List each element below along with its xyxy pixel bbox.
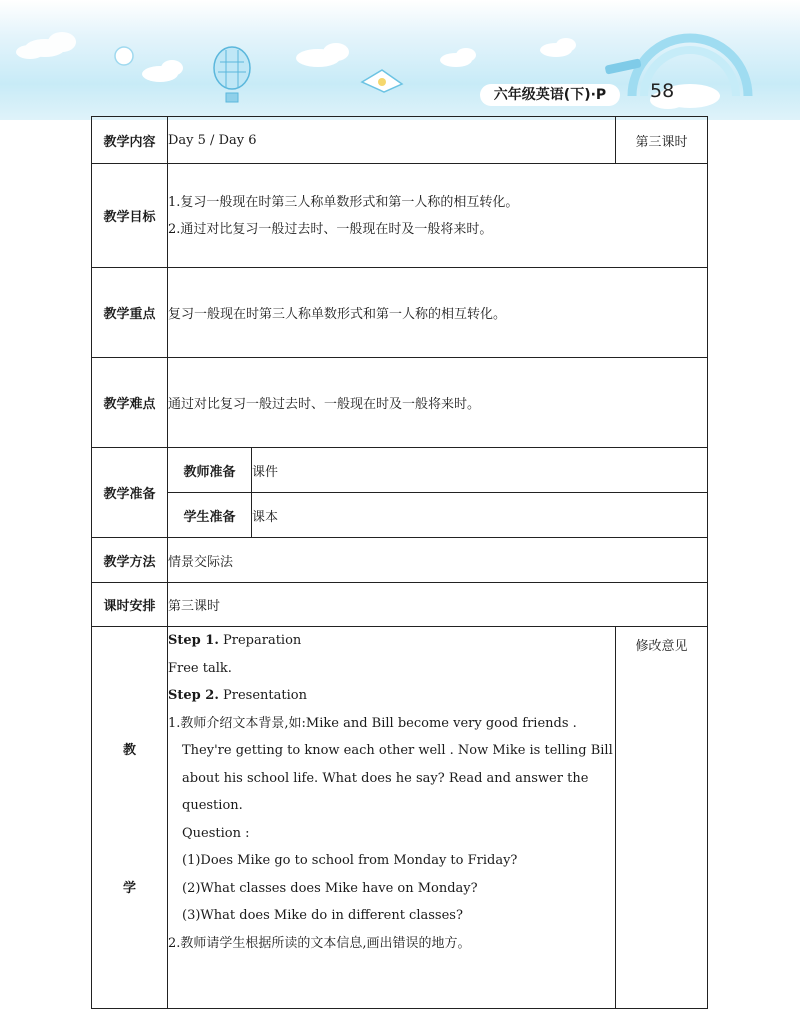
step-heading [168, 682, 615, 710]
kite-bird-icon [362, 70, 402, 92]
table-row [92, 493, 708, 538]
process-label-cell [92, 627, 168, 1009]
goal-item: 1.复习一般现在时第三人称单数形式和第一人称的相互转化。 [168, 194, 519, 210]
step-title: Step 2. [168, 688, 219, 703]
question-item: (3)What does Mike do in different classes? [182, 908, 463, 923]
process-line: 1.教师介绍文本背景,如:Mike and Bill become very good friends . [168, 715, 577, 731]
sky-illustration [0, 0, 800, 120]
remarks-label: 修改意见 [616, 627, 708, 1009]
process-line: They're getting to know each other well . Now Mike is telling Bill [182, 743, 613, 758]
table-row [92, 117, 708, 164]
lesson-number: 第三课时 [616, 117, 708, 164]
page-number: 58 [650, 80, 675, 102]
student-prep-label: 学生准备 [168, 493, 252, 538]
content-value: Day 5 / Day 6 [168, 117, 616, 164]
table-row [92, 583, 708, 627]
method-label: 教学方法 [92, 538, 168, 583]
step-name: Presentation [223, 688, 307, 703]
schedule-value: 第三课时 [168, 583, 708, 627]
question-item: (2)What classes does Mike have on Monday? [182, 880, 478, 896]
cloud-icon [440, 48, 476, 67]
table-row [92, 358, 708, 448]
cloud-icon [296, 43, 349, 67]
process-line: 2.教师请学生根据所读的文本信息,画出错误的地方。 [168, 935, 471, 951]
sun-icon [115, 47, 133, 65]
table-row [92, 268, 708, 358]
table-row [92, 448, 708, 493]
cloud-icon [142, 60, 183, 82]
goals-label: 教学目标 [92, 164, 168, 268]
header-banner [0, 0, 800, 120]
step-title: Step 1. [168, 633, 219, 648]
difficulty-value: 通过对比复习一般过去时、一般现在时及一般将来时。 [168, 358, 708, 448]
question-item: (1)Does Mike go to school from Monday to Friday? [182, 853, 518, 868]
book-label: 六年级英语(下)·P [480, 84, 620, 106]
difficulty-label: 教学难点 [92, 358, 168, 448]
goal-item: 2.通过对比复习一般过去时、一般现在时及一般将来时。 [168, 221, 493, 237]
student-prep-value: 课本 [252, 493, 708, 538]
schedule-label: 课时安排 [92, 583, 168, 627]
step-name: Preparation [223, 633, 302, 648]
focus-label: 教学重点 [92, 268, 168, 358]
process-line: Free talk. [168, 660, 232, 676]
focus-value: 复习一般现在时第三人称单数形式和第一人称的相互转化。 [168, 268, 708, 358]
process-line: about his school life. What does he say? Read and answer the [182, 770, 589, 786]
table-row [92, 164, 708, 268]
prep-label: 教学准备 [92, 448, 168, 538]
table-row [92, 627, 708, 1009]
goals-cell [168, 164, 708, 268]
process-line: question. [182, 798, 243, 813]
process-label-char: 学 [122, 881, 136, 896]
teacher-prep-label: 教师准备 [168, 448, 252, 493]
teacher-prep-value: 课件 [252, 448, 708, 493]
cloud-icon [540, 38, 576, 57]
lesson-plan-table [91, 116, 708, 1009]
method-value: 情景交际法 [168, 538, 708, 583]
process-label-char: 教 [122, 743, 136, 758]
table-row [92, 538, 708, 583]
step-heading [168, 627, 615, 655]
content-label: 教学内容 [92, 117, 168, 164]
process-cell [168, 627, 616, 1009]
cloud-icon [16, 32, 76, 59]
question-label: Question : [182, 825, 250, 841]
hot-air-balloon-icon [214, 47, 250, 102]
